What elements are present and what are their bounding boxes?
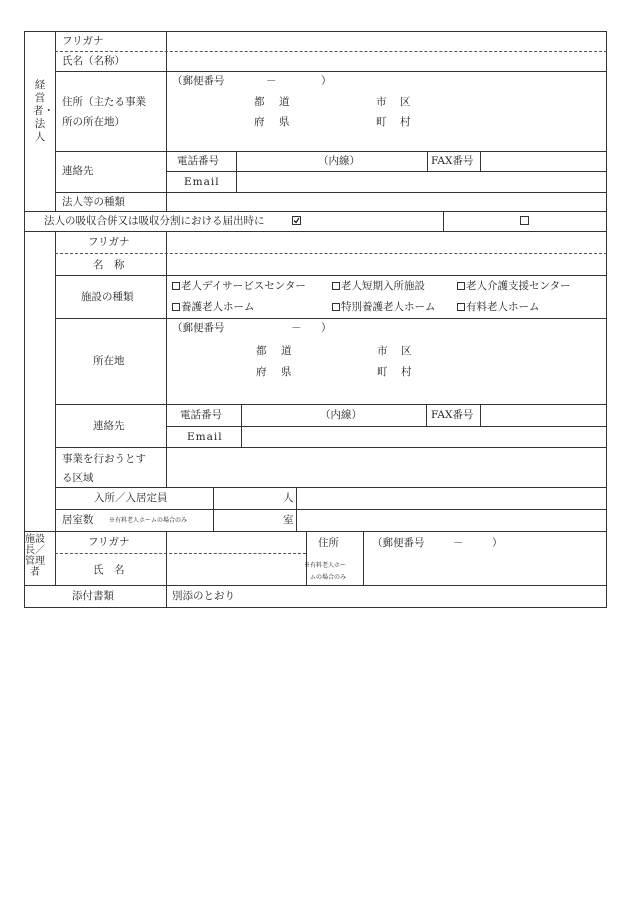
facility-furigana-label: フリガナ: [88, 236, 130, 248]
facility-type-option[interactable]: [332, 300, 436, 314]
facility-email-field[interactable]: [242, 427, 605, 446]
manager-furigana-label: フリガナ: [88, 536, 130, 548]
facility-to-label: 都: [256, 345, 267, 357]
operator-corp-type-label: 法人等の種類: [62, 196, 125, 208]
operator-ku-label: 区: [400, 96, 411, 108]
facility-name-label: 名 称: [93, 259, 125, 271]
merger-checkbox-right[interactable]: [520, 216, 529, 225]
manager-postal-label: （郵便番号: [372, 537, 425, 549]
operator-fax-field[interactable]: [481, 152, 605, 170]
facility-postal-dash: －: [291, 322, 302, 334]
manager-address-label: 住所: [318, 537, 339, 549]
facility-fax-label: FAX番号: [431, 409, 474, 421]
facility-fax-field[interactable]: [481, 405, 605, 425]
manager-section-label: 施設長／管理者: [25, 534, 45, 578]
facility-rooms-field[interactable]: [214, 510, 280, 530]
merger-label: 法人の吸収合併又は吸収分割における届出時に: [44, 215, 265, 227]
operator-address-label-line2: 所の所在地）: [62, 116, 125, 128]
facility-ken-label: 県: [281, 366, 292, 378]
facility-capacity-label: 入所／入居定員: [94, 492, 168, 504]
operator-contact-label: 連絡先: [62, 165, 94, 177]
facility-area-field[interactable]: [167, 448, 605, 486]
facility-type-label: 施設の種類: [81, 291, 134, 303]
facility-area-label-line2: る区域: [62, 472, 94, 484]
attachments-value: 別添のとおり: [172, 590, 235, 602]
operator-mura-label: 村: [400, 116, 411, 128]
manager-postal-close: ）: [492, 537, 503, 549]
checkmark-icon: [293, 217, 300, 224]
facility-type-option[interactable]: [172, 300, 255, 314]
facility-postal-label: （郵便番号: [172, 322, 225, 334]
facility-machi-label: 町: [377, 366, 388, 378]
facility-postal-close: ）: [321, 322, 332, 334]
facility-shi-label: 市: [377, 345, 388, 357]
facility-type-option[interactable]: [457, 279, 571, 293]
facility-name-field[interactable]: [167, 254, 605, 274]
operator-phone-label: 電話番号: [177, 155, 219, 167]
facility-type-option-label: 特別養護老人ホーム: [341, 301, 436, 313]
manager-name-field[interactable]: [167, 554, 305, 584]
operator-email-label: Email: [184, 176, 220, 188]
facility-extension-label: （内線）: [320, 409, 362, 421]
facility-rooms-unit: 室: [283, 514, 294, 526]
facility-type-option-label: 老人介護支援センター: [466, 280, 571, 292]
facility-location-label: 所在地: [93, 355, 125, 367]
facility-type-option-label: 老人デイサービスセンター: [181, 280, 306, 292]
checkbox-icon: [457, 303, 465, 311]
operator-ken-label: 県: [279, 116, 290, 128]
facility-mura-label: 村: [401, 366, 412, 378]
operator-furigana-label: フリガナ: [62, 35, 104, 47]
operator-shi-label: 市: [376, 96, 387, 108]
checkbox-icon: [332, 282, 340, 290]
operator-corp-type-field[interactable]: [167, 193, 605, 210]
manager-address-note-line2: ムの場合のみ: [310, 574, 347, 581]
checkbox-icon: [172, 303, 180, 311]
facility-contact-label: 連絡先: [93, 420, 125, 432]
operator-postal-close: ）: [321, 75, 332, 87]
attachments-label: 添付書類: [72, 590, 114, 602]
operator-furigana-field[interactable]: [167, 32, 605, 50]
facility-rooms-label: 居室数: [62, 514, 94, 526]
facility-type-option-label: 有料老人ホーム: [466, 301, 540, 313]
operator-fu-label: 府: [254, 116, 265, 128]
facility-type-option[interactable]: [172, 279, 306, 293]
operator-address-label-line1: 住所（主たる事業: [62, 96, 146, 108]
facility-type-option[interactable]: [457, 300, 540, 314]
facility-capacity-unit: 人: [283, 492, 294, 504]
facility-area-label-line1: 事業を行おうとす: [62, 453, 146, 465]
operator-machi-label: 町: [376, 116, 387, 128]
checkbox-icon: [457, 282, 465, 290]
operator-section-label: 経営者・法人: [33, 79, 54, 143]
operator-name-field[interactable]: [167, 52, 605, 70]
operator-name-label: 氏名（名称）: [62, 55, 125, 67]
manager-name-label: 氏 名: [93, 564, 125, 576]
facility-type-option-label: 養護老人ホーム: [181, 301, 255, 313]
facility-fu-label: 府: [256, 366, 267, 378]
operator-email-field[interactable]: [237, 172, 605, 191]
checkbox-icon: [332, 303, 340, 311]
manager-postal-dash: －: [453, 537, 464, 549]
operator-extension-label: （内線）: [318, 155, 360, 167]
operator-fax-label: FAX番号: [431, 155, 474, 167]
operator-postal-dash: －: [266, 75, 277, 87]
operator-to-label: 都: [254, 96, 265, 108]
operator-address-field[interactable]: [167, 72, 605, 150]
manager-address-note-line1: ※有料老人ホー: [304, 562, 347, 569]
facility-rooms-note: ※有料老人ホームの場合のみ: [109, 517, 188, 524]
operator-dou-label: 道: [279, 96, 290, 108]
checkbox-icon: [172, 282, 180, 290]
facility-email-label: Email: [187, 431, 223, 443]
facility-ku-label: 区: [401, 345, 412, 357]
merger-checkbox-left[interactable]: [292, 216, 301, 225]
operator-postal-label: （郵便番号: [172, 75, 225, 87]
facility-phone-label: 電話番号: [180, 409, 222, 421]
facility-type-option-label: 老人短期入所施設: [341, 280, 425, 292]
facility-type-option[interactable]: [332, 279, 425, 293]
facility-dou-label: 道: [281, 345, 292, 357]
facility-furigana-field[interactable]: [167, 232, 605, 252]
manager-furigana-field[interactable]: [167, 532, 305, 552]
facility-location-field[interactable]: [167, 319, 605, 403]
facility-capacity-field[interactable]: [214, 488, 280, 508]
